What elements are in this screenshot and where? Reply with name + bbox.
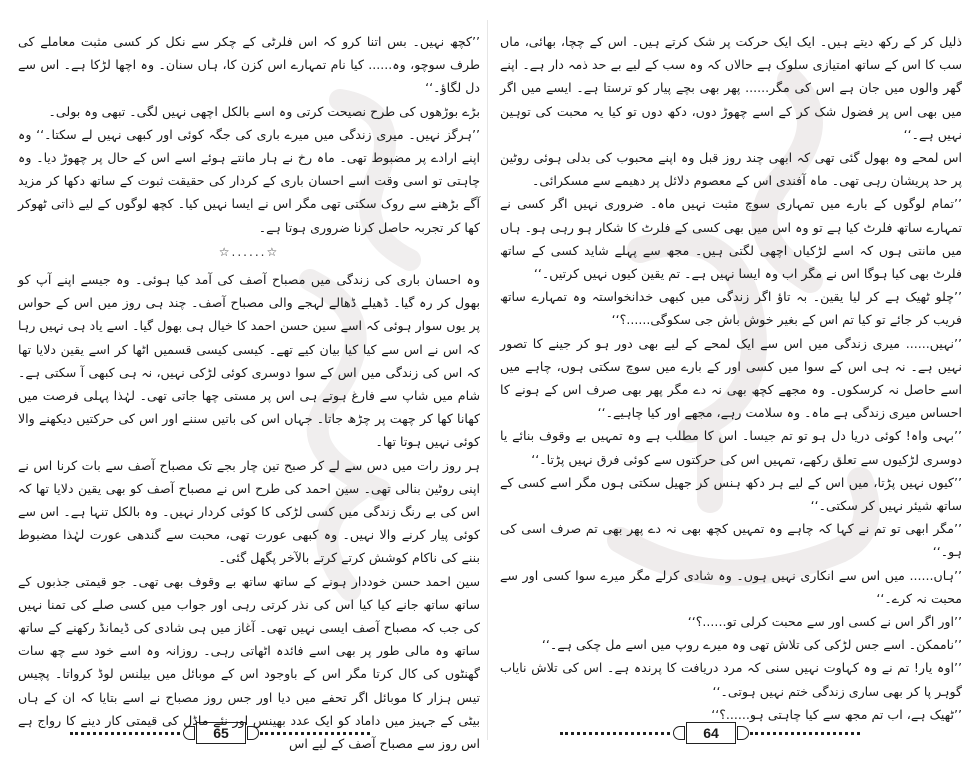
footer-dotted-rule: [560, 732, 670, 735]
paragraph: ’’اور اگر اس نے کسی اور سے محبت کرلی تو......؟‘‘: [687, 614, 962, 630]
paragraph: اس لمحے وہ بھول گئی تھی کہ ابھی چند روز قبل وہ اپنے محبوب کی بدلی ہوئی روٹین پر حد پریشان رہی تھی۔ ماہ آفندی اس کے معصوم دلائل پر دھیمے سے مسکرائی۔: [500, 150, 962, 189]
paragraph: ’’کچھ نہیں۔ بس اتنا کرو کہ اس فلرٹی کے چکر سے نکل کر کسی مثبت معاملے کی طرف سوچو، وہ...... کیا نام تمہارے اس کزن کا، ہاں سنان۔ وہ اچھا لڑکا ہے۔ اس سے دل لگاؤ۔‘‘: [18, 34, 480, 96]
right-page-text: [500, 30, 962, 730]
paragraph: وہ احسان باری کی زندگی میں مصباح آصف کی آمد کیا ہوئی۔ وہ جیسے اپنے آپ کو بھول کر رہ گیا۔ ڈھیلے ڈھالے لہجے والی مصباح آصف۔ چند ہی روز میں اس کے حواس پر یوں سوار ہوئی کہ اسے سین حسن احمد کا خیال ہی بھول گیا۔ اسے یاد ہی نہیں رہا کہ اس نے اس سے کیا کیا بیان کیے تھے۔ کیسی کیسی قسمیں اٹھا کر اسے یقین دلایا تھا کہ اس کی زندگی میں اس کے سوا دوسری کوئی لڑکی نہیں، نہ ہی کبھی آ سکتی ہے۔ شام میں شاپ سے فارغ ہوتے ہی اس پر مستی چھا جاتی تھی۔ لہٰذا پہلی فرصت میں کھانا کھا کر چھت پر چڑھ جاتا۔ جہاں اس کی باتیں سننے اور اس کی حرکتیں دیکھنے والا کوئی نہیں ہوتا تھا۔: [18, 272, 480, 450]
paragraph: ہر روز رات میں دس سے لے کر صبح تین چار بجے تک مصباح آصف سے بات کرنا اس نے اپنی روٹین بنالی تھی۔ سین احمد کی طرح اس نے مصباح آصف کو بھی یقین دلایا تھا کہ اس کی بے رنگ زندگی میں کسی لڑکی کا کوئی کردار نہیں۔ وہ بالکل تنہا ہے۔ اس سے کوئی پیار کرنے والا نہیں۔ وہ کبھی عورت تھی، محبت سے گندھی عورت لہٰذا مضبوط بننے کی ناکام کوشش کرتے کرتے بالآخر پگھل گئی۔: [18, 457, 480, 566]
paragraph: سین احمد حسن خوددار ہونے کے ساتھ ساتھ بے وقوف بھی تھی۔ جو قیمتی جذبوں کے ساتھ ساتھ جانے کیا کیا اس کی نذر کرتی رہی اور جواب میں کسی صلے کی تمنا نہیں کی جب کہ مصباح آصف ایسی نہیں تھی۔ آغاز میں ہی شادی کی ڈیمانڈ رکھنے کے ساتھ ساتھ وہ مالی طور پر بھی اسے فائدہ اٹھاتی رہی۔ روزانہ وہ اسے خود سے چھ سات گھنٹوں کی کال کرتا مگر اس کے باوجود اس کے موبائل میں بیلنس لوڈ کرواتا۔ پچیس تیس ہزار کا موبائل اگر تحفے میں دیا اور جس روز مصباح نے اسے بتایا کہ ان کے ہاں بیٹی کے جہیز میں داماد کو ایک عدد بھینس اور نئے ماڈل کی قیمتی کار دینے کا رواج ہے اس روز سے مصباح آصف کے لیے اس: [18, 573, 480, 752]
paragraph: ’’کیوں نہیں پڑتا، میں اس کے لیے ہر دکھ ہنس کر جھیل سکتی ہوں مگر اسے کسی کے ساتھ شیئر نہیں کر سکتی۔‘‘: [500, 474, 962, 514]
left-page-footer: [70, 722, 370, 746]
paragraph: ’’ہرگز نہیں۔ میری زندگی میں میرے باری کی جگہ کوئی اور کبھی نہیں لے سکتا۔‘‘ وہ اپنے ارادے پر مضبوط تھی۔ ماہ رخ نے ہار مانتے ہوئے اسے اس کے حال پر چھوڑ دیا۔ وہ چاہتی تو اسی وقت اسے احسان باری کے کردار کی حقیقت ثبوت کے ساتھ دکھا کر مزید آگے بڑھنے سے روک سکتی تھی مگر اس نے ایسا نہیں کیا۔ کچھ لوگوں کے لیے ذاتی ٹھوکر کھا کر تجربہ حاصل کرنا ضروری ہوتا ہے۔: [18, 126, 480, 235]
right-page-footer: [560, 722, 860, 746]
paragraph: ’’نہیں...... میری زندگی میں اس سے ایک لمحے کے لیے بھی دور ہو کر جینے کا تصور نہیں ہے۔ نہ ہی اس کے سوا میں کسی اور کے بارے میں سوچ سکتی ہوں، چاہے میں اسے حاصل نہ کرسکوں۔ وہ مجھے کچھ بھی نہ دے مگر پھر بھی صرف اس کے ہونے کا احساس میری زندگی ہے ماہ۔ وہ سلامت رہے، مجھے اور کیا چاہیے۔‘‘: [500, 335, 962, 421]
paragraph: ’’اوہ یار! تم نے وہ کہاوت نہیں سنی کہ مرد دریافت کا پرندہ ہے۔ اس کی تلاش نایاب گوہر پا کر بھی ساری زندگی ختم نہیں ہوتی۔‘‘: [500, 660, 962, 699]
paragraph: ذلیل کر کے رکھ دیتے ہیں۔ ایک ایک حرکت پر شک کرتے ہیں۔ اس کے چچا، بھائی، ماں سب کا اس کے ساتھ امتیازی سلوک ہے حالاں کہ وہ سب کے لیے بے حد ذمہ دار ہے۔ اپنے گھر والوں میں جان ہے اس کی مگر...... پھر بھی بچے پیار کو ترستا ہے۔ ایسے میں اگر میں بھی اس پر فضول شک کر کے اسے چھوڑ دوں، دکھ دوں تو کیا یہ محبت کی توہین نہیں ہے۔‘‘: [500, 34, 962, 142]
footer-dotted-rule: [260, 732, 370, 735]
paragraph: ’’تمام لوگوں کے بارے میں تمہاری سوچ مثبت نہیں ماہ۔ ضروری نہیں اگر کسی نے تمہارے ساتھ فلرٹ کیا ہے تو وہ اس میں بھی کسی کے فلرٹ کا شکار ہو رہی ہو۔ ہاں میں مانتی ہوں کہ اسے لڑکیاں اچھی لگتی ہیں۔ مجھ سے پہلے شاید کسی کے ساتھ فلرٹ بھی کیا ہوگا اس نے مگر اب وہ ایسا نہیں ہے۔ تم یقین کیوں نہیں کرتیں۔‘‘: [500, 196, 962, 282]
paragraph: ’’ٹھیک ہے، اب تم مجھ سے کیا چاہتی ہو......؟‘‘: [711, 706, 962, 722]
page-number: 65: [196, 722, 246, 744]
paragraph: ’’بہی واہ! کوئی دریا دل ہو تو تم جیسا۔ اس کا مطلب ہے وہ تمہیں بے وقوف بنائے یا دوسری لڑکیوں سے تعلق رکھے، تمہیں اس کی حرکتوں سے کوئی فرق نہیں پڑتا۔‘‘: [500, 428, 962, 467]
paragraph: ’’چلو ٹھیک ہے کر لیا یقین۔ بہ تاؤ اگر زندگی میں کبھی خدانخواستہ وہ تمہارے ساتھ فریب کر جائے تو کیا تم اس کے بغیر خوش باش جی سکوگی......؟‘‘: [500, 289, 962, 328]
paragraph: ’’مگر ابھی تو تم نے کہا کہ چاہے وہ تمہیں کچھ بھی نہ دے پھر بھی تم صرف اسی کی ہو۔‘‘: [500, 521, 962, 560]
paragraph: بڑے بوڑھوں کی طرح نصیحت کرتی وہ اسے بالکل اچھی نہیں لگی۔ تبھی وہ بولی۔: [48, 103, 480, 119]
page-gutter: [487, 20, 488, 740]
section-break-ornament: ☆......☆: [218, 244, 280, 259]
footer-dotted-rule: [750, 732, 860, 735]
paragraph: ’’ہاں...... میں اس سے انکاری نہیں ہوں۔ وہ شادی کرلے مگر میرے سوا کسی اور سے محبت نہ کرے۔‘‘: [500, 567, 962, 606]
page-number: 64: [686, 722, 736, 744]
paragraph: ’’ناممکن۔ اسے جس لڑکی کی تلاش تھی وہ میرے روپ میں اسے مل چکی ہے۔‘‘: [541, 637, 962, 653]
footer-dotted-rule: [70, 732, 180, 735]
